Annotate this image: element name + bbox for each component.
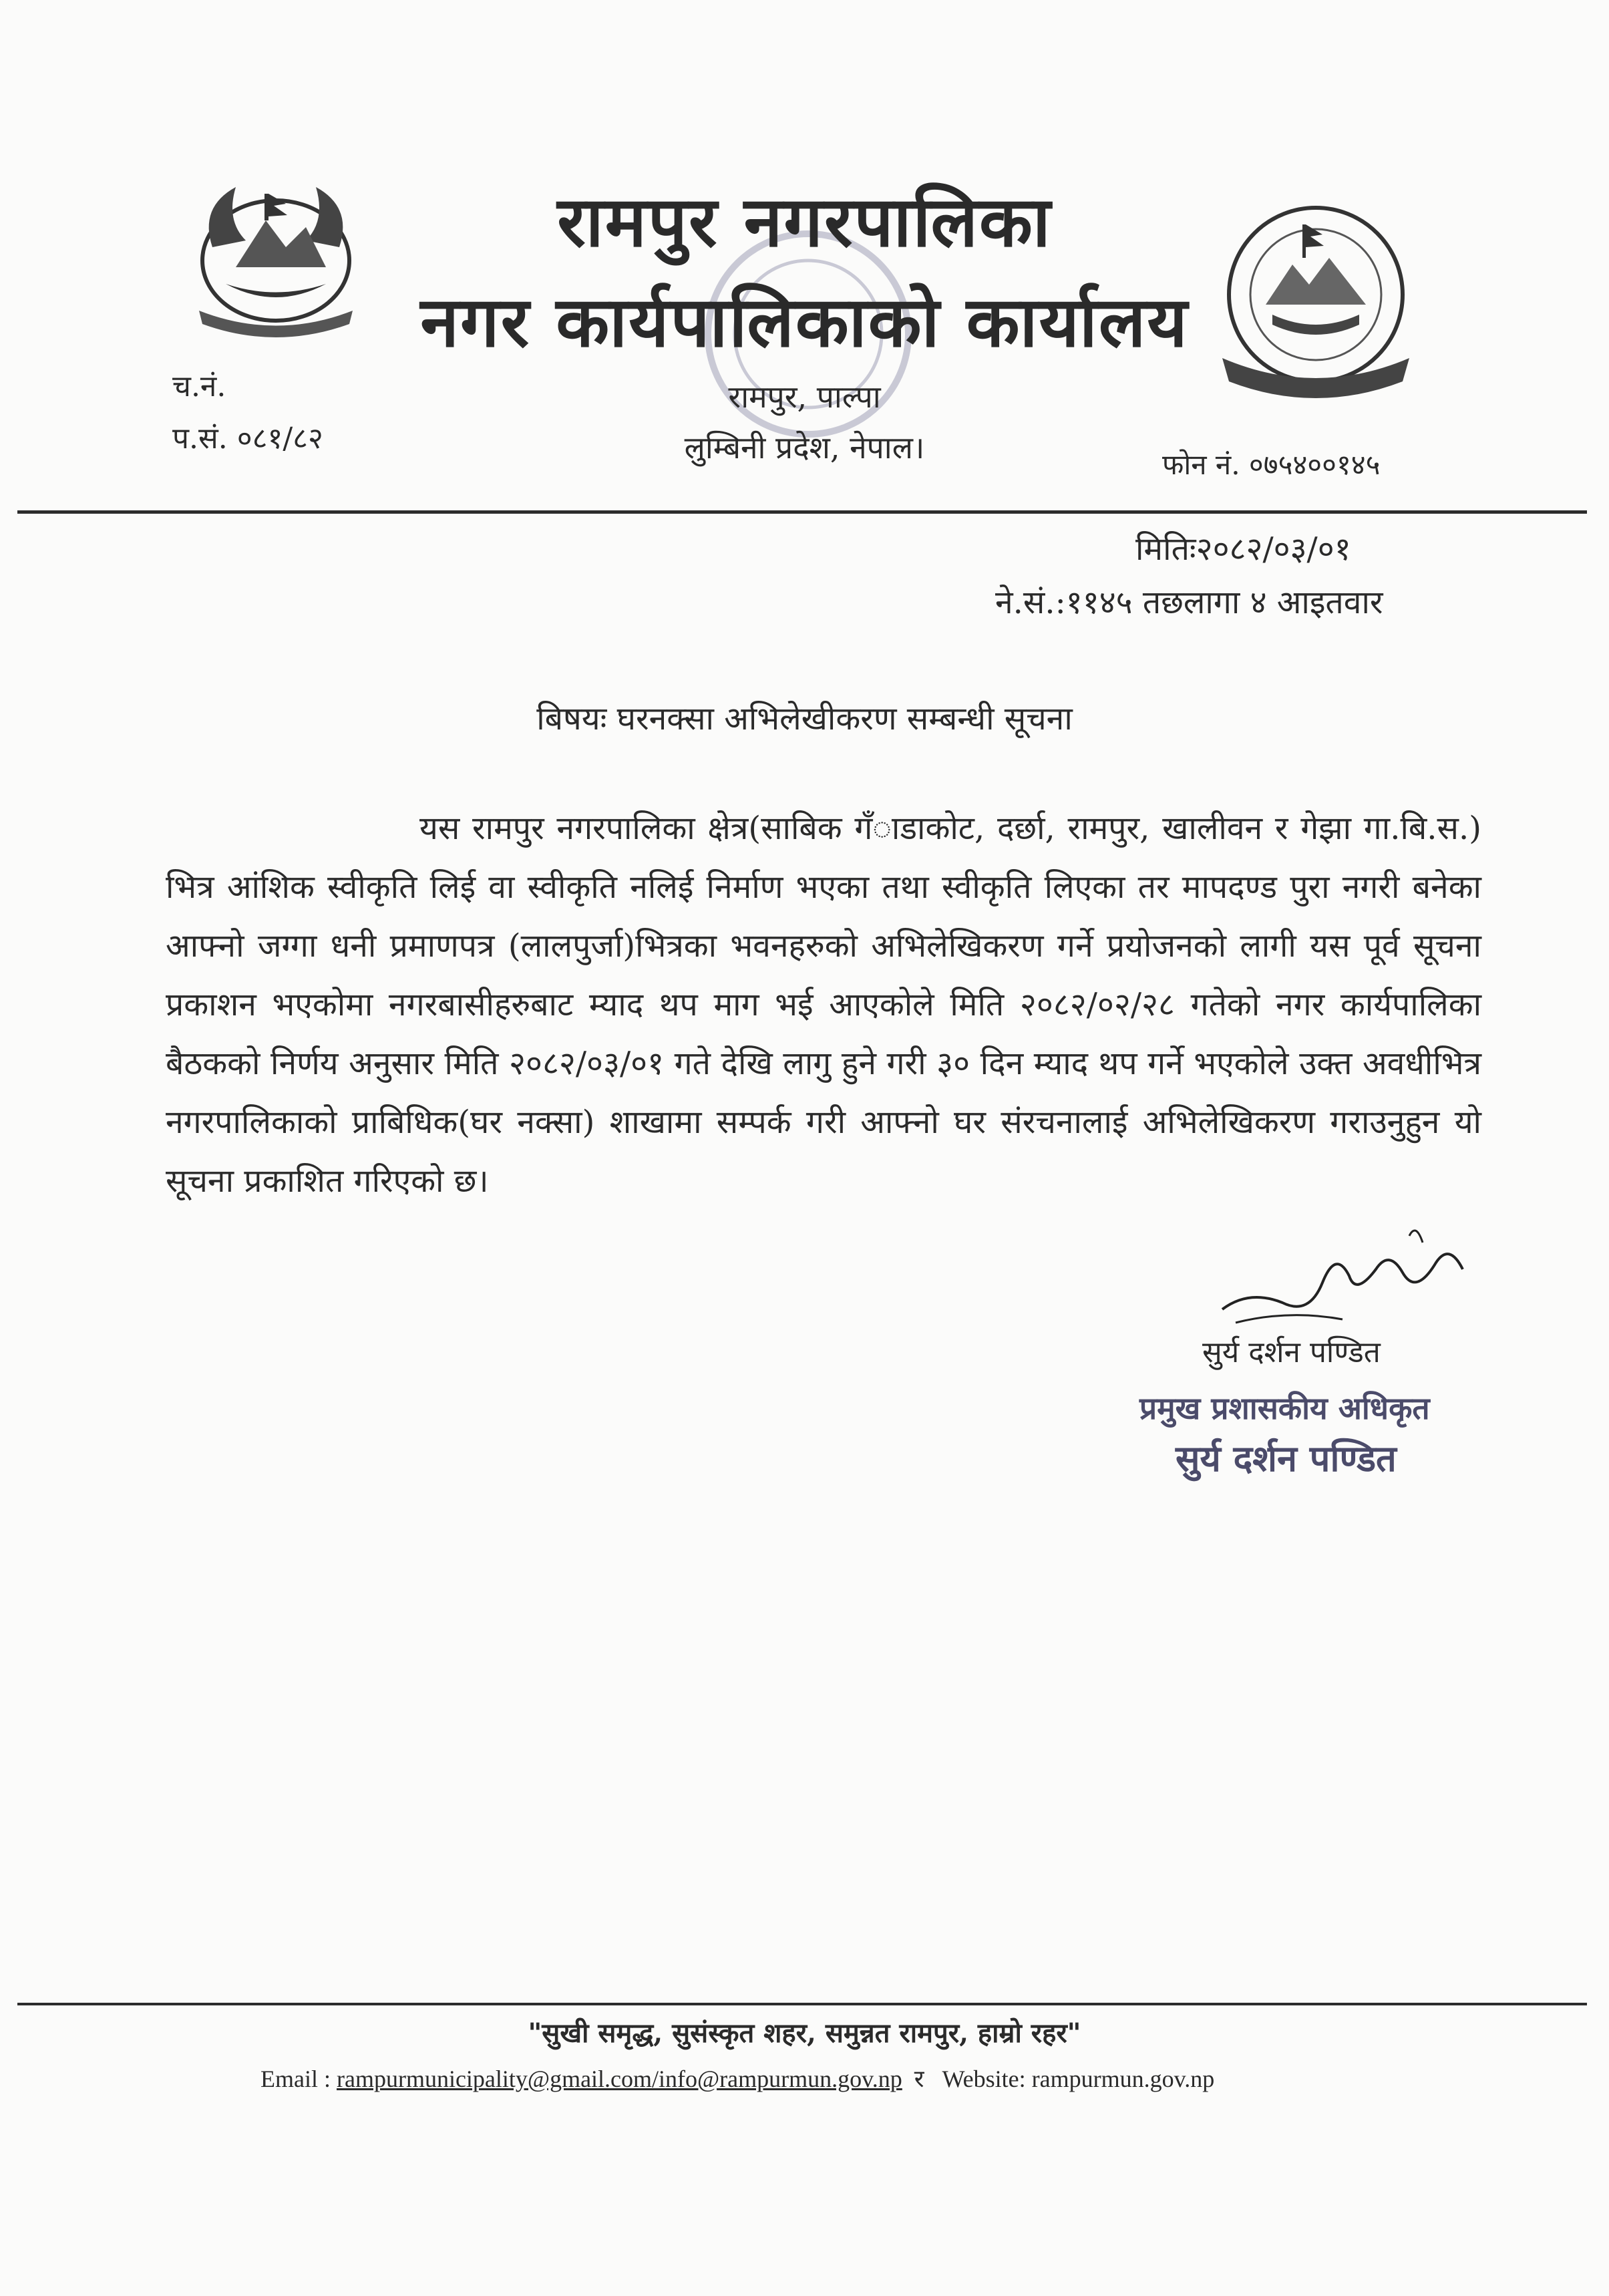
signatory-name: सुर्य दर्शन पण्डित: [1202, 1335, 1381, 1369]
footer-slogan: "सुखी समृद्ध, सुसंस्कृत शहर, समुन्नत रामपुर, हाम्रो रहर": [528, 2017, 1081, 2049]
letter-date: मितिः२०८२/०३/०१: [1135, 530, 1351, 568]
footer-divider: [17, 2003, 1587, 2005]
nepal-sambat-date: ने.सं.:११४५ तछलागा ४ आइतवार: [995, 584, 1383, 621]
header-divider: [17, 510, 1587, 514]
address-line-1: रामपुर, पाल्पा: [728, 379, 881, 415]
phone-number: फोन नं. ०७५४००१४५: [1162, 448, 1381, 481]
signatory-name-stamp: सुर्य दर्शन पण्डित: [1176, 1437, 1397, 1480]
handwritten-signature-icon: [1209, 1209, 1489, 1343]
email-link[interactable]: rampurmunicipality@gmail.com/info@rampurmun.gov.np: [336, 2066, 902, 2092]
address-line-2: लुम्बिनी प्रदेश, नेपाल।: [684, 430, 925, 466]
letter-subject: बिषयः घरनक्सा अभिलेखीकरण सम्बन्धी सूचना: [536, 700, 1073, 737]
notice-body: यस रामपुर नगरपालिका क्षेत्र(साबिक गँाडाकोट, दर्छा, रामपुर, खालीवन र गेझा गा.बि.स.) भित्र आंशिक स्वीकृति लिई वा स्वीकृति नलिई निर्माण भएका तथा स्वीकृति लिएका तर मापदण्ड पुरा नगरी बनेका आफ्नो जग्गा धनी प्रमाणपत्र (लालपुर्जा)भित्रका भवनहरुको अभिलेखिकरण गर्ने प्रयोजनको लागी यस पूर्व सूचना प्रकाशन भएकोमा नगरबासीहरुबाट म्याद थप माग भई आएकोले मिति २०८२/०२/२८ गतेको नगर कार्यपालिका बैठकको निर्णय अनुसार मिति २०८२/०३/०१ गते देखि लागु हुने गरी ३० दिन म्याद थप गर्ने भएकोले उक्त अवधीभित्र नगरपालिकाको प्राबिधिक(घर नक्सा) शाखामा सम्पर्क गरी आफ्नो घर संरचनालाई अभिलेखिकरण गराउनुहुन यो सूचना प्रकाशित गरिएको छ।: [166, 810, 1481, 1200]
footer-contact: [260, 2062, 1214, 2094]
website-link[interactable]: rampurmun.gov.np: [1031, 2066, 1215, 2092]
website-label: Website:: [942, 2066, 1026, 2092]
chalani-number: च.नं.: [172, 369, 226, 403]
email-label: Email :: [260, 2066, 331, 2092]
patra-sankhya: प.सं. ०८१/८२: [172, 422, 323, 456]
signatory-post-stamp: प्रमुख प्रशासकीय अधिकृत: [1139, 1390, 1430, 1426]
contact-separator: र: [914, 2066, 924, 2092]
org-name: रामपुर नगरपालिका: [557, 180, 1052, 263]
office-name: नगर कार्यपालिकाको कार्यालय: [420, 281, 1189, 363]
